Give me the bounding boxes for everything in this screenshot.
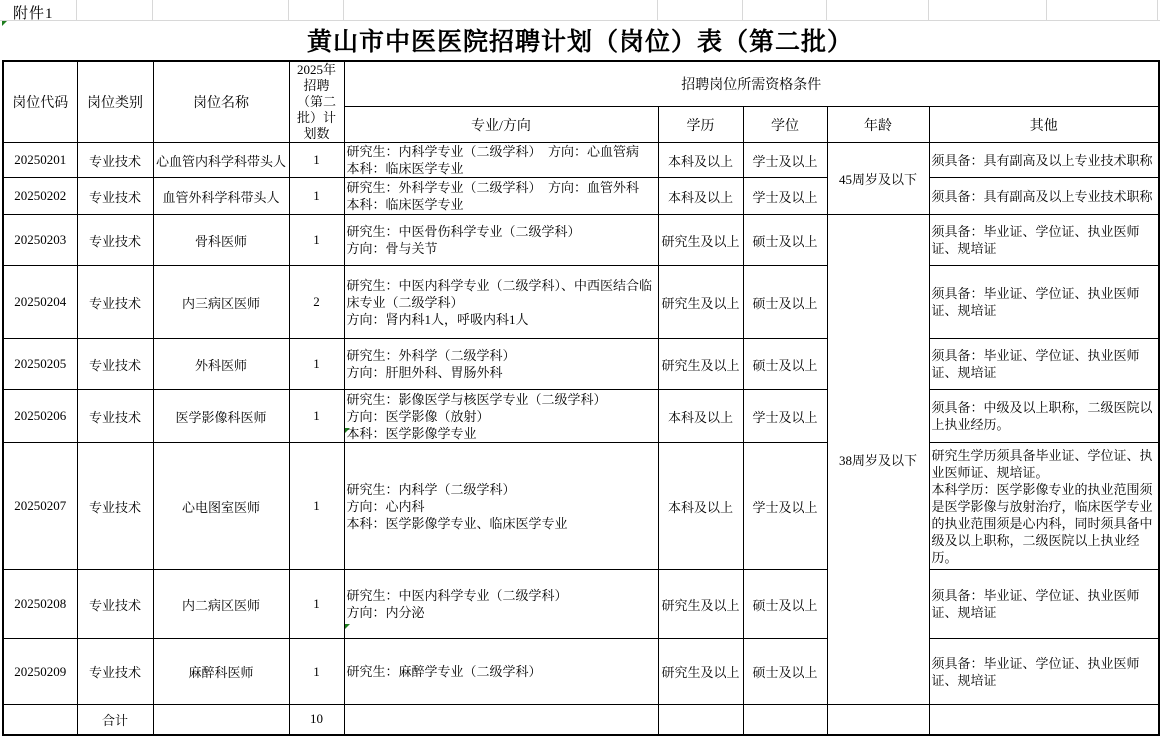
text-line: 须具备：具有副高及以上专业技术职称 [931,152,1153,168]
header-education: 学历 [658,107,743,143]
table-row [3,570,1159,639]
gridline [343,0,344,20]
cell-name: 心电图室医师 [153,443,289,570]
cell-count: 1 [289,390,344,443]
text-line: 本科学历：医学影像专业的执业范围须是医学影像与放射治疗，临床医学专业的执业范围须是心内科，同时须具备中级及以上职称，二级医院以上执业经历。 [931,481,1153,565]
cell-code: 20250201 [3,143,77,178]
cell-major [344,178,658,215]
cell-degree: 硕士及以上 [743,639,827,705]
cell-category: 专业技术 [77,639,153,705]
gridline [76,0,77,20]
text-line: 方向：肾内科1人，呼吸内科1人 [346,311,529,327]
cell-degree: 硕士及以上 [743,266,827,339]
text-line: 研究生：外科学（二级学科） [346,348,516,363]
table-row [3,443,1159,570]
text-line: 研究生：内科学专业（二级学科） 方向：心血管病 [346,144,640,159]
gridline [152,0,153,20]
gridline [1046,0,1047,20]
cell-name: 医学影像科医师 [153,390,289,443]
cell-category: 专业技术 [77,266,153,339]
cell-major [344,390,658,443]
cell-code: 20250207 [3,443,77,570]
cell-education: 研究生及以上 [658,215,743,266]
cell-other [929,443,1159,570]
cell-other [929,705,1159,735]
cell-count: 1 [289,339,344,390]
text-line: 须具备：毕业证、学位证、执业医师证、规培证 [931,286,1140,318]
gridline [928,0,929,20]
cell-count: 1 [289,443,344,570]
cell-degree: 硕士及以上 [743,339,827,390]
cell-category: 专业技术 [77,443,153,570]
text-line: 本科：临床医学专业 [346,161,464,176]
text-line: 须具备：毕业证、学位证、执业医师证、规培证 [931,348,1140,380]
cell-education: 本科及以上 [658,143,743,178]
text-line: 本科：医学影像学专业、临床医学专业 [346,515,568,531]
header-name: 岗位名称 [153,61,289,143]
table-row [3,639,1159,705]
page-title: 黄山市中医医院招聘计划（岗位）表（第二批） [306,29,853,56]
gridline [288,0,289,20]
header-major: 专业/方向 [344,107,658,143]
cell-major [344,266,658,339]
gridline [657,0,658,20]
cell-degree: 学士及以上 [743,143,827,178]
cell-count: 1 [289,215,344,266]
cell-other [929,339,1159,390]
header-row [3,61,1159,107]
cell-code: 20250206 [3,390,77,443]
total-count: 10 [289,705,344,735]
cell-code: 20250209 [3,639,77,705]
text-line: 须具备：毕业证、学位证、执业医师证、规培证 [931,224,1140,256]
cell-degree: 硕士及以上 [743,215,827,266]
text-line: 研究生：内科学（二级学科） [346,481,516,497]
cell-major [344,215,658,266]
cell-age-group: 38周岁及以下 [827,215,929,705]
cell-other [929,266,1159,339]
cell-name: 内二病区医师 [153,570,289,639]
cell-category: 专业技术 [77,143,153,178]
cell-education [658,705,743,735]
cell-category: 专业技术 [77,215,153,266]
cell-other [929,390,1159,443]
cell-other [929,639,1159,705]
cell-education: 研究生及以上 [658,639,743,705]
cell-degree: 学士及以上 [743,390,827,443]
cell-degree [743,705,827,735]
text-line: 须具备：毕业证、学位证、执业医师证、规培证 [931,588,1140,620]
cell-name: 血管外科学科带头人 [153,178,289,215]
header-plan-count: 2025年招聘（第二批）计划数 [289,61,344,143]
cell-name: 骨科医师 [153,215,289,266]
table-row [3,266,1159,339]
gridline [0,20,1160,21]
cell-other [929,143,1159,178]
cell-other [929,178,1159,215]
text-line: 研究生学历须具备毕业证、学位证、执业医师证、规培证。 [931,447,1153,480]
cell-education: 研究生及以上 [658,266,743,339]
cell-major [344,143,658,178]
table-row [3,143,1159,178]
cell-category: 专业技术 [77,390,153,443]
cell-degree: 学士及以上 [743,443,827,570]
cell-age [827,705,929,735]
total-label: 合计 [77,705,153,735]
text-line: 研究生：外科学专业（二级学科） 方向：血管外科 [346,180,640,195]
header-other: 其他 [929,107,1159,143]
cell-major [344,639,658,705]
text-line: 本科：医学影像学专业 [346,425,477,441]
cell-education: 本科及以上 [658,178,743,215]
gridline [826,0,827,20]
cell-education: 研究生及以上 [658,339,743,390]
cell-code: 20250208 [3,570,77,639]
total-row [3,705,1159,735]
cell-education: 研究生及以上 [658,570,743,639]
cell-code: 20250203 [3,215,77,266]
cell-count: 1 [289,178,344,215]
cell-category: 专业技术 [77,178,153,215]
cell-count: 1 [289,639,344,705]
header-category: 岗位类别 [77,61,153,143]
header-qualification: 招聘岗位所需资格条件 [344,61,1159,107]
text-line: 方向：医学影像（放射） [346,408,490,424]
cell-name: 外科医师 [153,339,289,390]
cell-name: 心血管内科学科带头人 [153,143,289,178]
text-line: 方向：内分泌 [346,605,425,620]
text-line: 须具备：毕业证、学位证、执业医师证、规培证 [931,655,1140,688]
cell-category: 专业技术 [77,570,153,639]
cell-major [344,339,658,390]
text-line: 方向：肝胆外科、胃肠外科 [346,365,503,380]
header-degree: 学位 [743,107,827,143]
text-line: 方向：骨与关节 [346,241,438,256]
cell-age-group: 45周岁及以下 [827,143,929,215]
text-line: 研究生：中医内科学专业（二级学科） [346,588,568,603]
header-code: 岗位代码 [3,61,77,143]
text-line: 研究生：中医骨伤科学专业（二级学科） [346,224,581,239]
text-line: 研究生：中医内科学专业（二级学科）、中西医结合临床专业（二级学科） [346,277,653,310]
text-line: 研究生：麻醉学专业（二级学科） [346,664,542,679]
cell-code: 20250202 [3,178,77,215]
text-line: 方向：心内科 [346,498,425,514]
text-line: 研究生：影像医学与核医学专业（二级学科） [346,391,607,407]
cell-count: 1 [289,570,344,639]
cell-major [344,570,658,639]
table-row [3,339,1159,390]
error-marker-icon [2,21,7,26]
cell-code [3,705,77,735]
cell-other [929,570,1159,639]
cell-education: 本科及以上 [658,390,743,443]
cell-other [929,215,1159,266]
cell-code: 20250204 [3,266,77,339]
cell-education: 本科及以上 [658,443,743,570]
gridline [1157,0,1158,20]
text-line: 须具备：中级及以上职称，二级医院以上执业经历。 [931,400,1153,432]
cell-count: 2 [289,266,344,339]
table-row [3,178,1159,215]
text-line: 本科：临床医学专业 [346,197,464,212]
cell-category: 专业技术 [77,339,153,390]
cell-major [344,443,658,570]
cell-major [344,705,658,735]
cell-degree: 学士及以上 [743,178,827,215]
cell-name: 内三病区医师 [153,266,289,339]
table-row [3,215,1159,266]
attachment-label: 附件1 [13,6,54,22]
gridline [742,0,743,20]
text-line: 须具备：具有副高及以上专业技术职称 [931,188,1153,204]
cell-count: 1 [289,143,344,178]
cell-degree: 硕士及以上 [743,570,827,639]
cell-name: 麻醉科医师 [153,639,289,705]
recruitment-table [2,60,1160,736]
table-row [3,390,1159,443]
cell-name [153,705,289,735]
cell-code: 20250205 [3,339,77,390]
header-age: 年龄 [827,107,929,143]
